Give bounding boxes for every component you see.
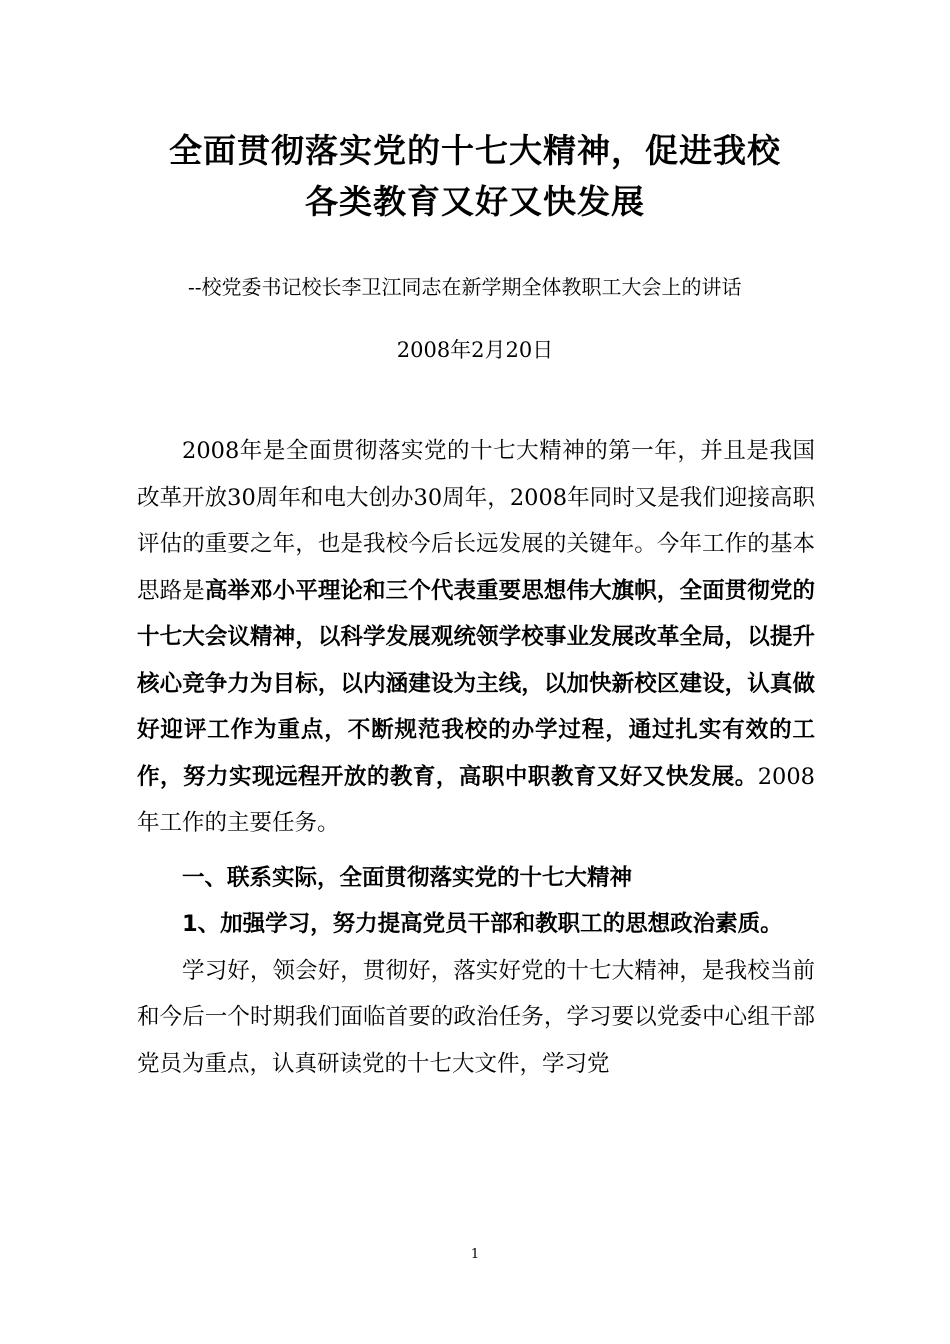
document-subtitle: --校党委书记校长李卫江同志在新学期全体教职工大会上的讲话 <box>188 275 742 299</box>
section-heading-1: 一、联系实际，全面贯彻落实党的十七大精神 <box>182 864 633 891</box>
paragraph-1-tail: 2008年工作的主要任务。 <box>137 763 815 836</box>
paragraph-1-emphasis: 高举邓小平理论和三个代表重要思想伟大旗帜，全面贯彻党的十七大会议精神，以科学发展观统领学校事业发展改革全局，以提升核心竞争力为目标，以内涵建设为主线，以加快新校区建设，认真做好迎评工作为重点，不断规范我校的办学过程，通过扎实有效的工作，努力实现远程开放的教育，高职中职教育又好又快发展。 <box>137 577 815 790</box>
paragraph-1-intro: 2008年是全面贯彻落实党的十七大精神的第一年，并且是我国改革开放30周年和电大创办30周年，2008年同时又是我们迎接高职评估的重要之年，也是我校今后长远发展的关键年。今年工作的基本思路是 <box>137 438 815 604</box>
document-title-line-1: 全面贯彻落实党的十七大精神，促进我校 <box>169 131 781 170</box>
paragraph-2: 学习好，领会好，贯彻好，落实好党的十七大精神，是我校当前和今后一个时期我们面临首要的政治任务，学习要以党委中心组干部党员为重点，认真研读党的十七大文件，学习党 <box>137 957 815 1077</box>
page-number: 1 <box>470 1247 480 1262</box>
document-body <box>137 428 815 1087</box>
document-date: 2008年2月20日 <box>396 338 554 362</box>
paragraph-1 <box>137 428 815 847</box>
subsection-heading-1: 1、加强学习，努力提高党员干部和教职工的思想政治素质。 <box>182 911 783 937</box>
document-title-line-2: 各类教育又好又快发展 <box>305 182 645 221</box>
